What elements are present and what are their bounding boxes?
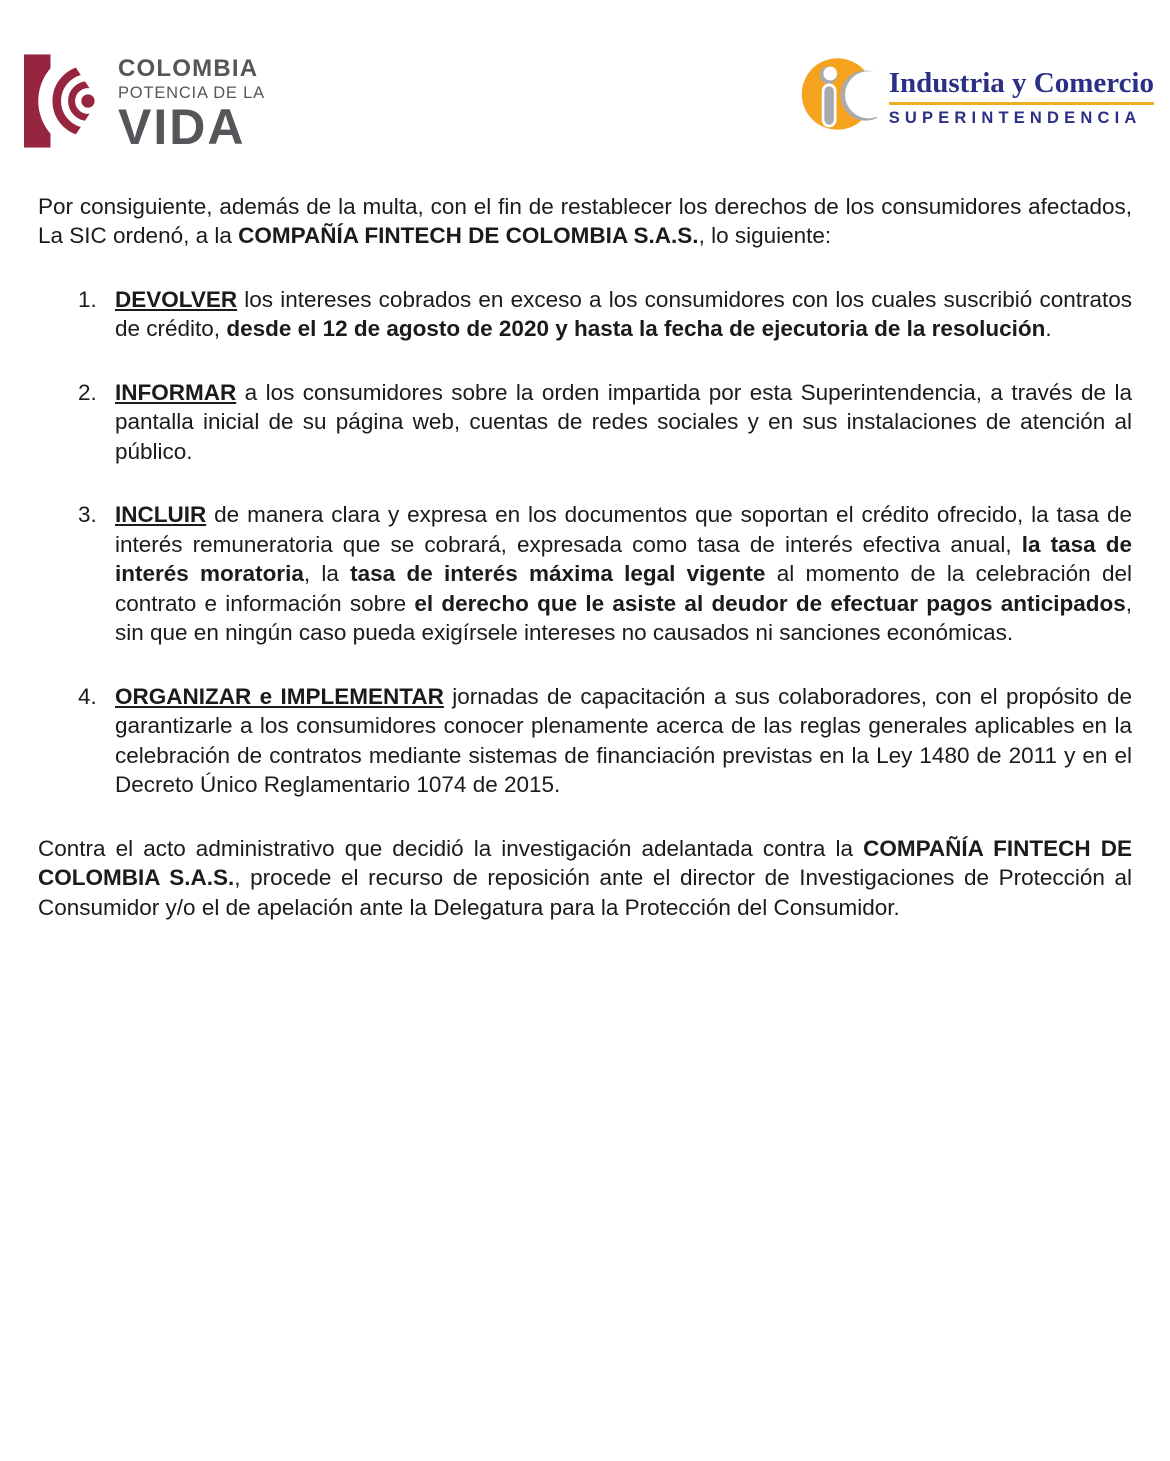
closing-paragraph (38, 834, 1132, 923)
sic-logo-subtitle: SUPERINTENDENCIA (889, 102, 1154, 128)
sic-logo (801, 54, 1154, 132)
text-segment: al momento de la celebración del contrato e información sobre (115, 561, 1132, 616)
document-body (0, 192, 1170, 923)
text-segment: la tasa de interés moratoria (115, 531, 1132, 587)
list-item-number: 1. (78, 286, 97, 312)
list-item (78, 285, 1132, 344)
text-segment: ORGANIZAR e IMPLEMENTAR (115, 683, 444, 709)
text-segment: el derecho que le asiste al deudor de efectuar pagos anticipados (414, 590, 1126, 616)
list-item-number: 2. (78, 379, 97, 405)
sic-logo-title: Industria y Comercio (888, 67, 1154, 99)
colombia-logo-text (118, 54, 265, 156)
text-segment: COMPAÑÍA FINTECH DE COLOMBIA S.A.S. (238, 223, 699, 249)
colombia-logo-line1: COLOMBIA (118, 55, 259, 82)
intro-paragraph (38, 192, 1132, 251)
text-segment: los intereses cobrados en exceso a los consumidores con los cuales suscribió contratos de crédito, (115, 286, 1132, 342)
text-segment: COMPAÑÍA FINTECH DE COLOMBIA S.A.S. (38, 835, 1132, 891)
list-item (78, 378, 1132, 467)
list-item-number: 4. (78, 683, 97, 709)
text-segment: INFORMAR (115, 379, 237, 405)
text-segment: , lo siguiente: (698, 223, 832, 249)
colombia-brand-icon (24, 54, 102, 148)
colombia-logo-line2: POTENCIA DE LA (118, 84, 265, 103)
text-segment: desde el 12 de agosto de 2020 y hasta la fecha de ejecutoria de la resolución (226, 316, 1046, 342)
list-item (78, 500, 1132, 648)
list-item-text (115, 378, 1132, 467)
colombia-logo (24, 54, 265, 156)
sic-logo-text (889, 56, 1154, 128)
orders-list (78, 285, 1132, 800)
page-header (0, 0, 1170, 156)
text-segment: , procede el recurso de reposición ante el director de Investigaciones de Protección al Consumidor y/o el de apelación ante la Delegatura para la Protección del Consumidor. (38, 865, 1132, 920)
list-item (78, 682, 1132, 800)
text-segment: , la (303, 561, 351, 587)
list-item-number: 3. (78, 502, 97, 528)
text-segment: tasa de interés máxima legal vigente (350, 561, 766, 587)
text-segment: jornadas de capacitación a sus colaboradores, con el propósito de garantizarle a los consumidores conocer plenamente acerca de las reglas generales aplicables en la celebración de contratos mediante sistemas de financiación previstas en la Ley 1480 de 2011 y en el Decreto Único Reglamentario 1074 de 2015. (115, 683, 1132, 798)
text-segment: a los consumidores sobre la orden impartida por esta Superintendencia, a través de la pantalla inicial de su página web, cuentas de redes sociales y en sus instalaciones de atención al público. (115, 379, 1132, 464)
text-segment: INCLUIR (115, 502, 207, 528)
text-segment: Por consiguiente, además de la multa, con el fin de restablecer los derechos de los consumidores afectados, La SIC ordenó, a la (38, 193, 1132, 249)
text-segment: DEVOLVER (115, 286, 238, 312)
text-segment: Contra el acto administrativo que decidió la investigación adelantada contra la (38, 835, 864, 861)
list-item-text (115, 500, 1132, 648)
colombia-logo-line3: VIDA (118, 99, 246, 156)
text-segment: . (1045, 316, 1052, 342)
text-segment: , sin que en ningún caso pueda exigírsele intereses no causados ni sanciones económicas. (115, 590, 1132, 646)
sic-logo-icon (801, 56, 877, 132)
list-item-text (115, 682, 1132, 800)
text-segment: de manera clara y expresa en los documentos que soportan el crédito ofrecido, la tasa de interés remuneratoria que se cobrará, expresada como tasa de interés efectiva anual, (115, 502, 1132, 557)
list-item-text (115, 285, 1132, 344)
